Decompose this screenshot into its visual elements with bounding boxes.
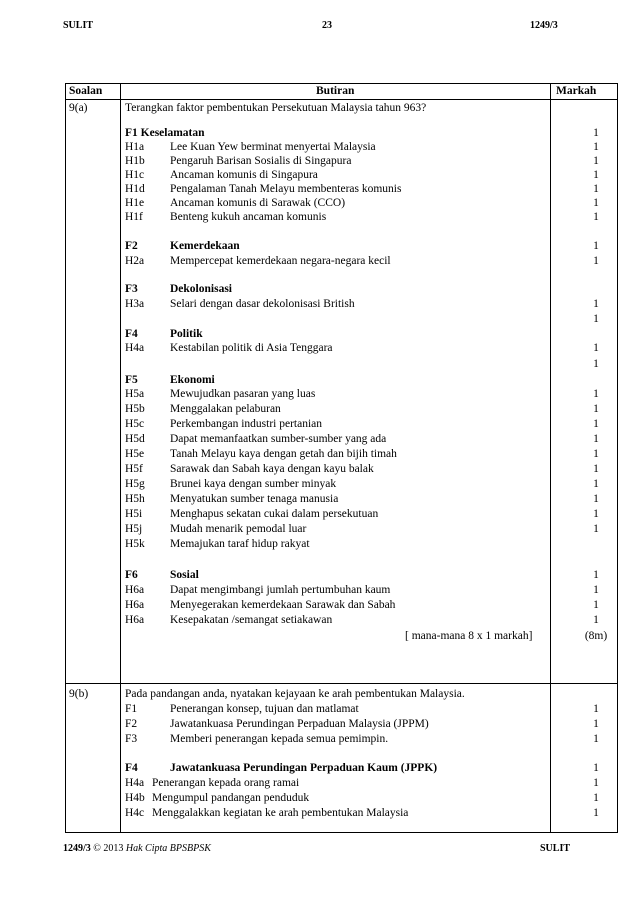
row-code: F2 [125, 240, 138, 252]
row-code: H4a [125, 777, 145, 789]
row-text: Politik [170, 328, 203, 340]
row-mark: 1 [593, 463, 599, 475]
col-header-markah: Markah [556, 85, 597, 97]
row-text: Mengumpul pandangan penduduk [152, 792, 310, 804]
row-mark: 1 [593, 240, 599, 252]
row-mark: 1 [593, 403, 599, 415]
row-mark: 1 [593, 418, 599, 430]
question-text-9a: Terangkan faktor pembentukan Persekutuan Malaysia tahun 963? [125, 102, 427, 114]
row-code: F4 [125, 328, 138, 340]
row-text: Sarawak dan Sabah kaya dengan kayu balak [170, 463, 374, 475]
row-text: Mudah menarik pemodal luar [170, 523, 307, 535]
row-mark: 1 [593, 478, 599, 490]
row-text: Kemerdekaan [170, 240, 240, 252]
row-mark: 1 [593, 508, 599, 520]
row-mark: 1 [593, 169, 599, 181]
row-text: Menggalakkan kegiatan ke arah pembentukan Malaysia [152, 807, 409, 819]
row-mark: 1 [593, 155, 599, 167]
row-text: Kesepakatan /semangat setiakawan [170, 614, 333, 626]
row-text: Ancaman komunis di Singapura [170, 169, 318, 181]
row-mark: 1 [593, 197, 599, 209]
row-code: H5f [125, 463, 143, 475]
row-code: H5b [125, 403, 145, 415]
row-code: H1e [125, 197, 145, 209]
row-text: Selari dengan dasar dekolonisasi British [170, 298, 355, 310]
row-code: F5 [125, 374, 138, 386]
row-code: F4 [125, 762, 138, 774]
row-text: Pengaruh Barisan Sosialis di Singapura [170, 155, 352, 167]
row-code: H6a [125, 584, 145, 596]
row-code: H5h [125, 493, 145, 505]
row-mark: 1 [593, 255, 599, 267]
row-code: H6a [125, 614, 145, 626]
row-divider [66, 683, 617, 684]
row-code: H6a [125, 599, 145, 611]
row-text: Pengalaman Tanah Melayu membenteras komunis [170, 183, 402, 195]
row-code: H1c [125, 169, 145, 181]
question-text-9b: Pada pandangan anda, nyatakan kejayaan ke arah pembentukan Malaysia. [125, 688, 465, 700]
row-text: Penerangan kepada orang ramai [152, 777, 300, 789]
row-text: Perkembangan industri pertanian [170, 418, 323, 430]
row-code: H5j [125, 523, 143, 535]
row-mark: 1 [593, 313, 599, 325]
row-text: Ekonomi [170, 374, 215, 386]
row-text: Menyatukan sumber tenaga manusia [170, 493, 339, 505]
row-mark: 1 [593, 523, 599, 535]
row-mark: 1 [593, 599, 599, 611]
row-text: Jawatankuasa Perundingan Perpaduan Malaysia (JPPM) [170, 718, 429, 730]
row-code: H2a [125, 255, 145, 267]
row-mark: 1 [593, 388, 599, 400]
header-right: 1249/3 [530, 20, 558, 31]
row-text: Memberi penerangan kepada semua pemimpin. [170, 733, 389, 745]
row-code: F3 [125, 733, 138, 745]
row-text: Mewujudkan pasaran yang luas [170, 388, 316, 400]
row-code: H1b [125, 155, 145, 167]
row-mark: 1 [593, 569, 599, 581]
row-mark: 1 [593, 718, 599, 730]
row-text: Sosial [170, 569, 199, 581]
row-text: Menghapus sekatan cukai dalam persekutuan [170, 508, 379, 520]
row-code: F1 [125, 703, 138, 715]
footer-copyright-holder: Hak Cipta BPSBPSK [125, 843, 211, 854]
row-text: Jawatankuasa Perundingan Perpaduan Kaum (JPPK) [170, 762, 438, 774]
row-code: F6 [125, 569, 138, 581]
row-mark: 1 [593, 141, 599, 153]
question-label-9b: 9(b) [69, 688, 89, 700]
row-mark: 1 [593, 211, 599, 223]
row-mark: 1 [593, 433, 599, 445]
header-left: SULIT [63, 20, 94, 31]
row-mark: 1 [593, 358, 599, 370]
row-code: F2 [125, 718, 138, 730]
row-mark: 1 [593, 448, 599, 460]
row-code: H3a [125, 298, 145, 310]
row-text: Memajukan taraf hidup rakyat [170, 538, 310, 550]
row-mark: 1 [593, 807, 599, 819]
footer-copyright [63, 843, 211, 854]
row-code: F3 [125, 283, 138, 295]
row-text: Benteng kukuh ancaman komunis [170, 211, 327, 223]
row-code: H1f [125, 211, 143, 223]
row-code: H4b [125, 792, 145, 804]
header-page-number: 23 [322, 20, 332, 31]
row-code: H5g [125, 478, 145, 490]
row-mark: 1 [593, 183, 599, 195]
row-mark: 1 [593, 792, 599, 804]
row-code: H5i [125, 508, 143, 520]
footer-copyright-year: © 2013 [90, 843, 126, 854]
row-code: H5e [125, 448, 145, 460]
row-code: F1 Keselamatan [125, 127, 205, 139]
row-code: H1a [125, 141, 145, 153]
row-code: H4a [125, 342, 145, 354]
row-text: Penerangan konsep, tujuan dan matlamat [170, 703, 359, 715]
row-code: H5a [125, 388, 145, 400]
footer-right: SULIT [540, 843, 571, 854]
row-code: H1d [125, 183, 145, 195]
col-header-butiran: Butiran [316, 85, 355, 97]
row-mark: 1 [593, 342, 599, 354]
row-text: Tanah Melayu kaya dengan getah dan bijih timah [170, 448, 397, 460]
summary-marks-note: [ mana-mana 8 x 1 markah] [405, 630, 533, 642]
row-mark: 1 [593, 298, 599, 310]
row-text: Lee Kuan Yew berminat menyertai Malaysia [170, 141, 376, 153]
row-text: Mempercepat kemerdekaan negara-negara kecil [170, 255, 391, 267]
row-mark: 1 [593, 584, 599, 596]
summary-mark-total: (8m) [584, 630, 608, 642]
column-divider [120, 84, 121, 832]
row-code: H5d [125, 433, 145, 445]
row-mark: 1 [593, 703, 599, 715]
header-row-divider [66, 99, 617, 100]
row-code: H5k [125, 538, 145, 550]
row-code: H5c [125, 418, 145, 430]
marking-scheme-table [65, 83, 618, 833]
row-text: Dapat memanfaatkan sumber-sumber yang ada [170, 433, 387, 445]
row-text: Ancaman komunis di Sarawak (CCO) [170, 197, 346, 209]
column-divider [550, 84, 551, 832]
row-mark: 1 [593, 777, 599, 789]
question-label-9a: 9(a) [69, 102, 88, 114]
row-mark: 1 [593, 127, 599, 139]
row-text: Dapat mengimbangi jumlah pertumbuhan kaum [170, 584, 391, 596]
row-text: Menggalakan pelaburan [170, 403, 281, 415]
row-text: Dekolonisasi [170, 283, 232, 295]
row-text: Kestabilan politik di Asia Tenggara [170, 342, 333, 354]
row-mark: 1 [593, 614, 599, 626]
row-text: Menyegerakan kemerdekaan Sarawak dan Sabah [170, 599, 396, 611]
col-header-soalan: Soalan [69, 85, 103, 97]
row-mark: 1 [593, 762, 599, 774]
row-mark: 1 [593, 493, 599, 505]
row-text: Brunei kaya dengan sumber minyak [170, 478, 337, 490]
row-mark: 1 [593, 733, 599, 745]
footer-paper-code: 1249/3 [63, 843, 91, 854]
row-code: H4c [125, 807, 145, 819]
